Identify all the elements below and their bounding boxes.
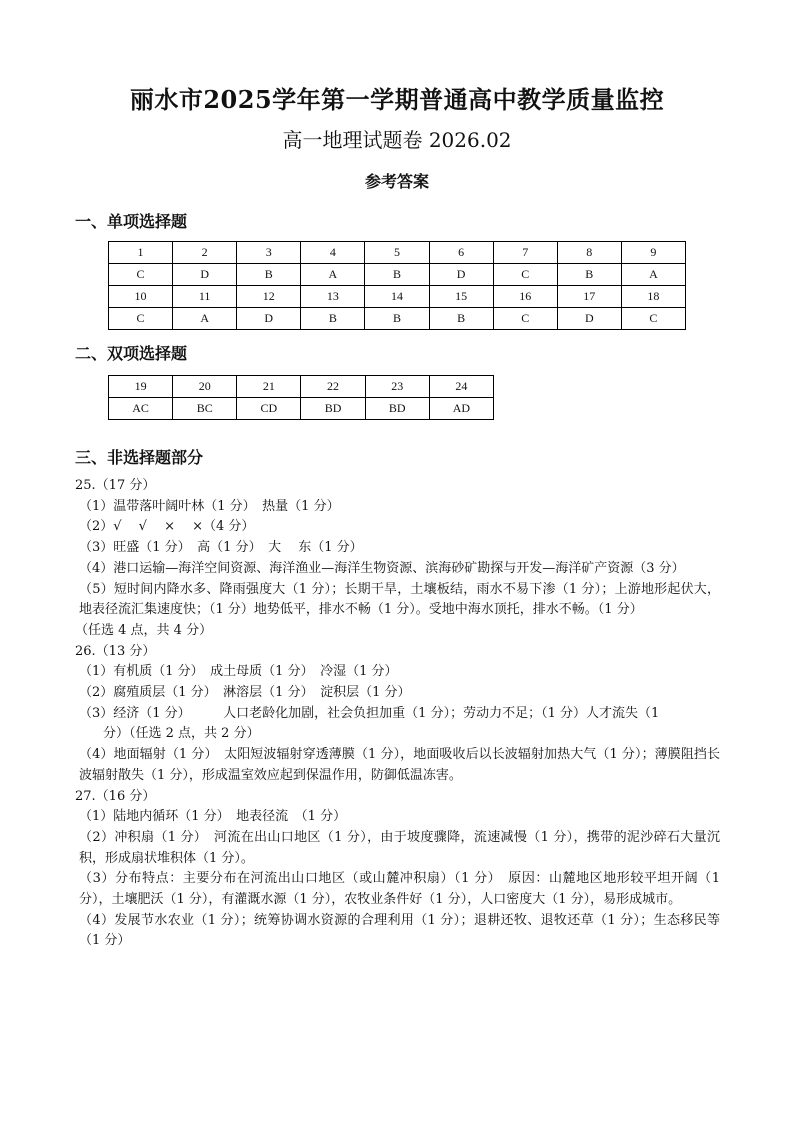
answer-line: 分）（任选 2 点，共 2 分） [103,726,260,742]
document-subtitle: 高一地理试题卷 2026.02 [282,128,512,152]
answer-line: 27.（16 分） [75,788,156,804]
table-row [109,264,686,286]
question-number-cell: 4 [301,242,365,264]
answer-cell: D [237,308,301,330]
answer-cell: CD [237,398,301,420]
section-heading-single-choice: 一、单项选择题 [75,212,188,231]
answer-cell: D [429,264,493,286]
question-number-cell: 18 [621,286,685,308]
table-row [109,286,686,308]
answer-line: （3）经济（1 分） 人口老龄化加剧，社会负担加重（1 分）；劳动力不足；（1 分）人才流失（1 [79,705,660,721]
answer-cell: B [301,308,365,330]
question-number-cell: 20 [173,376,237,398]
question-number-cell: 9 [621,242,685,264]
section-heading-double-choice: 二、双项选择题 [75,344,188,363]
answer-cell: A [621,264,685,286]
answer-cell: C [109,264,173,286]
answer-cell: AC [109,398,173,420]
answer-cell: C [621,308,685,330]
question-number-cell: 6 [429,242,493,264]
table-row [109,308,686,330]
answer-line: （2）冲积扇（1 分） 河流在出山口地区（1 分），由于坡度骤降，流速减慢（1 分），携带的泥沙碎石大量沉积，形成扇状堆积体（1 分）。 [79,829,720,866]
question-number-cell: 5 [365,242,429,264]
question-number-cell: 8 [557,242,621,264]
double-choice-answer-table [108,375,494,420]
answer-cell: B [365,264,429,286]
question-number-cell: 10 [109,286,173,308]
section-heading-non-choice: 三、非选择题部分 [75,448,204,467]
question-number-cell: 16 [493,286,557,308]
non-choice-answers [75,476,720,952]
question-number-cell: 1 [109,242,173,264]
answer-line: （1）有机质（1 分） 成土母质（1 分） 冷湿（1 分） [79,664,398,680]
answer-cell: AD [429,398,493,420]
question-number-cell: 7 [493,242,557,264]
question-number-cell: 24 [429,376,493,398]
single-choice-answer-table [108,241,686,330]
answer-line: （1）陆地内循环（1 分） 地表径流 （1 分） [79,809,347,825]
answer-cell: BD [301,398,365,420]
answer-line: （2）√ √ × ×（4 分） [79,519,255,535]
question-number-cell: 17 [557,286,621,308]
answer-cell: BC [173,398,237,420]
document-title: 丽水市2025学年第一学期普通高中教学质量监控 [129,85,665,114]
question-number-cell: 15 [429,286,493,308]
answer-line: 26.（13 分） [75,643,156,659]
table-row [109,376,494,398]
question-number-cell: 3 [237,242,301,264]
answer-line: （4）港口运输—海洋空间资源、海洋渔业—海洋生物资源、滨海砂矿勘探与开发—海洋矿产资源（3 分） [79,560,685,576]
answer-line: （3）分布特点：主要分布在河流出山口地区（或山麓冲积扇）（1 分） 原因：山麓地区地形较平坦开阔（1 分），土壤肥沃（1 分），有灌溉水源（1 分），农牧业条件好（1 分），人口密度大（1 分），易形成城市。 [79,871,720,908]
question-number-cell: 21 [237,376,301,398]
answer-line: （5）短时间内降水多、降雨强度大（1 分）；长期干旱，土壤板结，雨水不易下渗（1 分）；上游地形起伏大，地表径流汇集速度快；（1 分）地势低平，排水不畅（1 分）。受地中海水顶托，排水不畅。（1 分） [79,581,720,618]
question-number-cell: 12 [237,286,301,308]
answer-line: （4）地面辐射（1 分） 太阳短波辐射穿透薄膜（1 分），地面吸收后以长波辐射加热大气（1 分）；薄膜阻挡长波辐射散失（1 分），形成温室效应起到保温作用，防御低温冻害。 [79,747,720,783]
answer-cell: BD [365,398,429,420]
question-number-cell: 14 [365,286,429,308]
question-number-cell: 23 [365,376,429,398]
answer-cell: B [429,308,493,330]
answer-line: （4）发展节水农业（1 分）；统筹协调水资源的合理利用（1 分）；退耕还牧、退牧还草（1 分）；生态移民等（1 分） [79,912,720,949]
answer-heading: 参考答案 [364,172,429,191]
answer-cell: C [109,308,173,330]
answer-cell: C [493,308,557,330]
table-row [109,398,494,420]
answer-cell: D [557,308,621,330]
question-number-cell: 19 [109,376,173,398]
answer-line: 25.（17 分） [75,478,156,493]
answer-line: （任选 4 点，共 4 分） [75,622,213,638]
answer-cell: B [365,308,429,330]
question-number-cell: 13 [301,286,365,308]
answer-cell: C [493,264,557,286]
answer-cell: B [237,264,301,286]
answer-cell: D [173,264,237,286]
question-number-cell: 11 [173,286,237,308]
answer-cell: A [301,264,365,286]
answer-line: （1）温带落叶阔叶林（1 分） 热量（1 分） [79,498,340,514]
answer-line: （2）腐殖质层（1 分） 淋溶层（1 分） 淀积层（1 分） [79,685,411,701]
question-number-cell: 2 [173,242,237,264]
table-row [109,242,686,264]
question-number-cell: 22 [301,376,365,398]
answer-line: （3）旺盛（1 分） 高（1 分） 大 东（1 分） [79,540,363,556]
answer-cell: B [557,264,621,286]
answer-cell: A [173,308,237,330]
